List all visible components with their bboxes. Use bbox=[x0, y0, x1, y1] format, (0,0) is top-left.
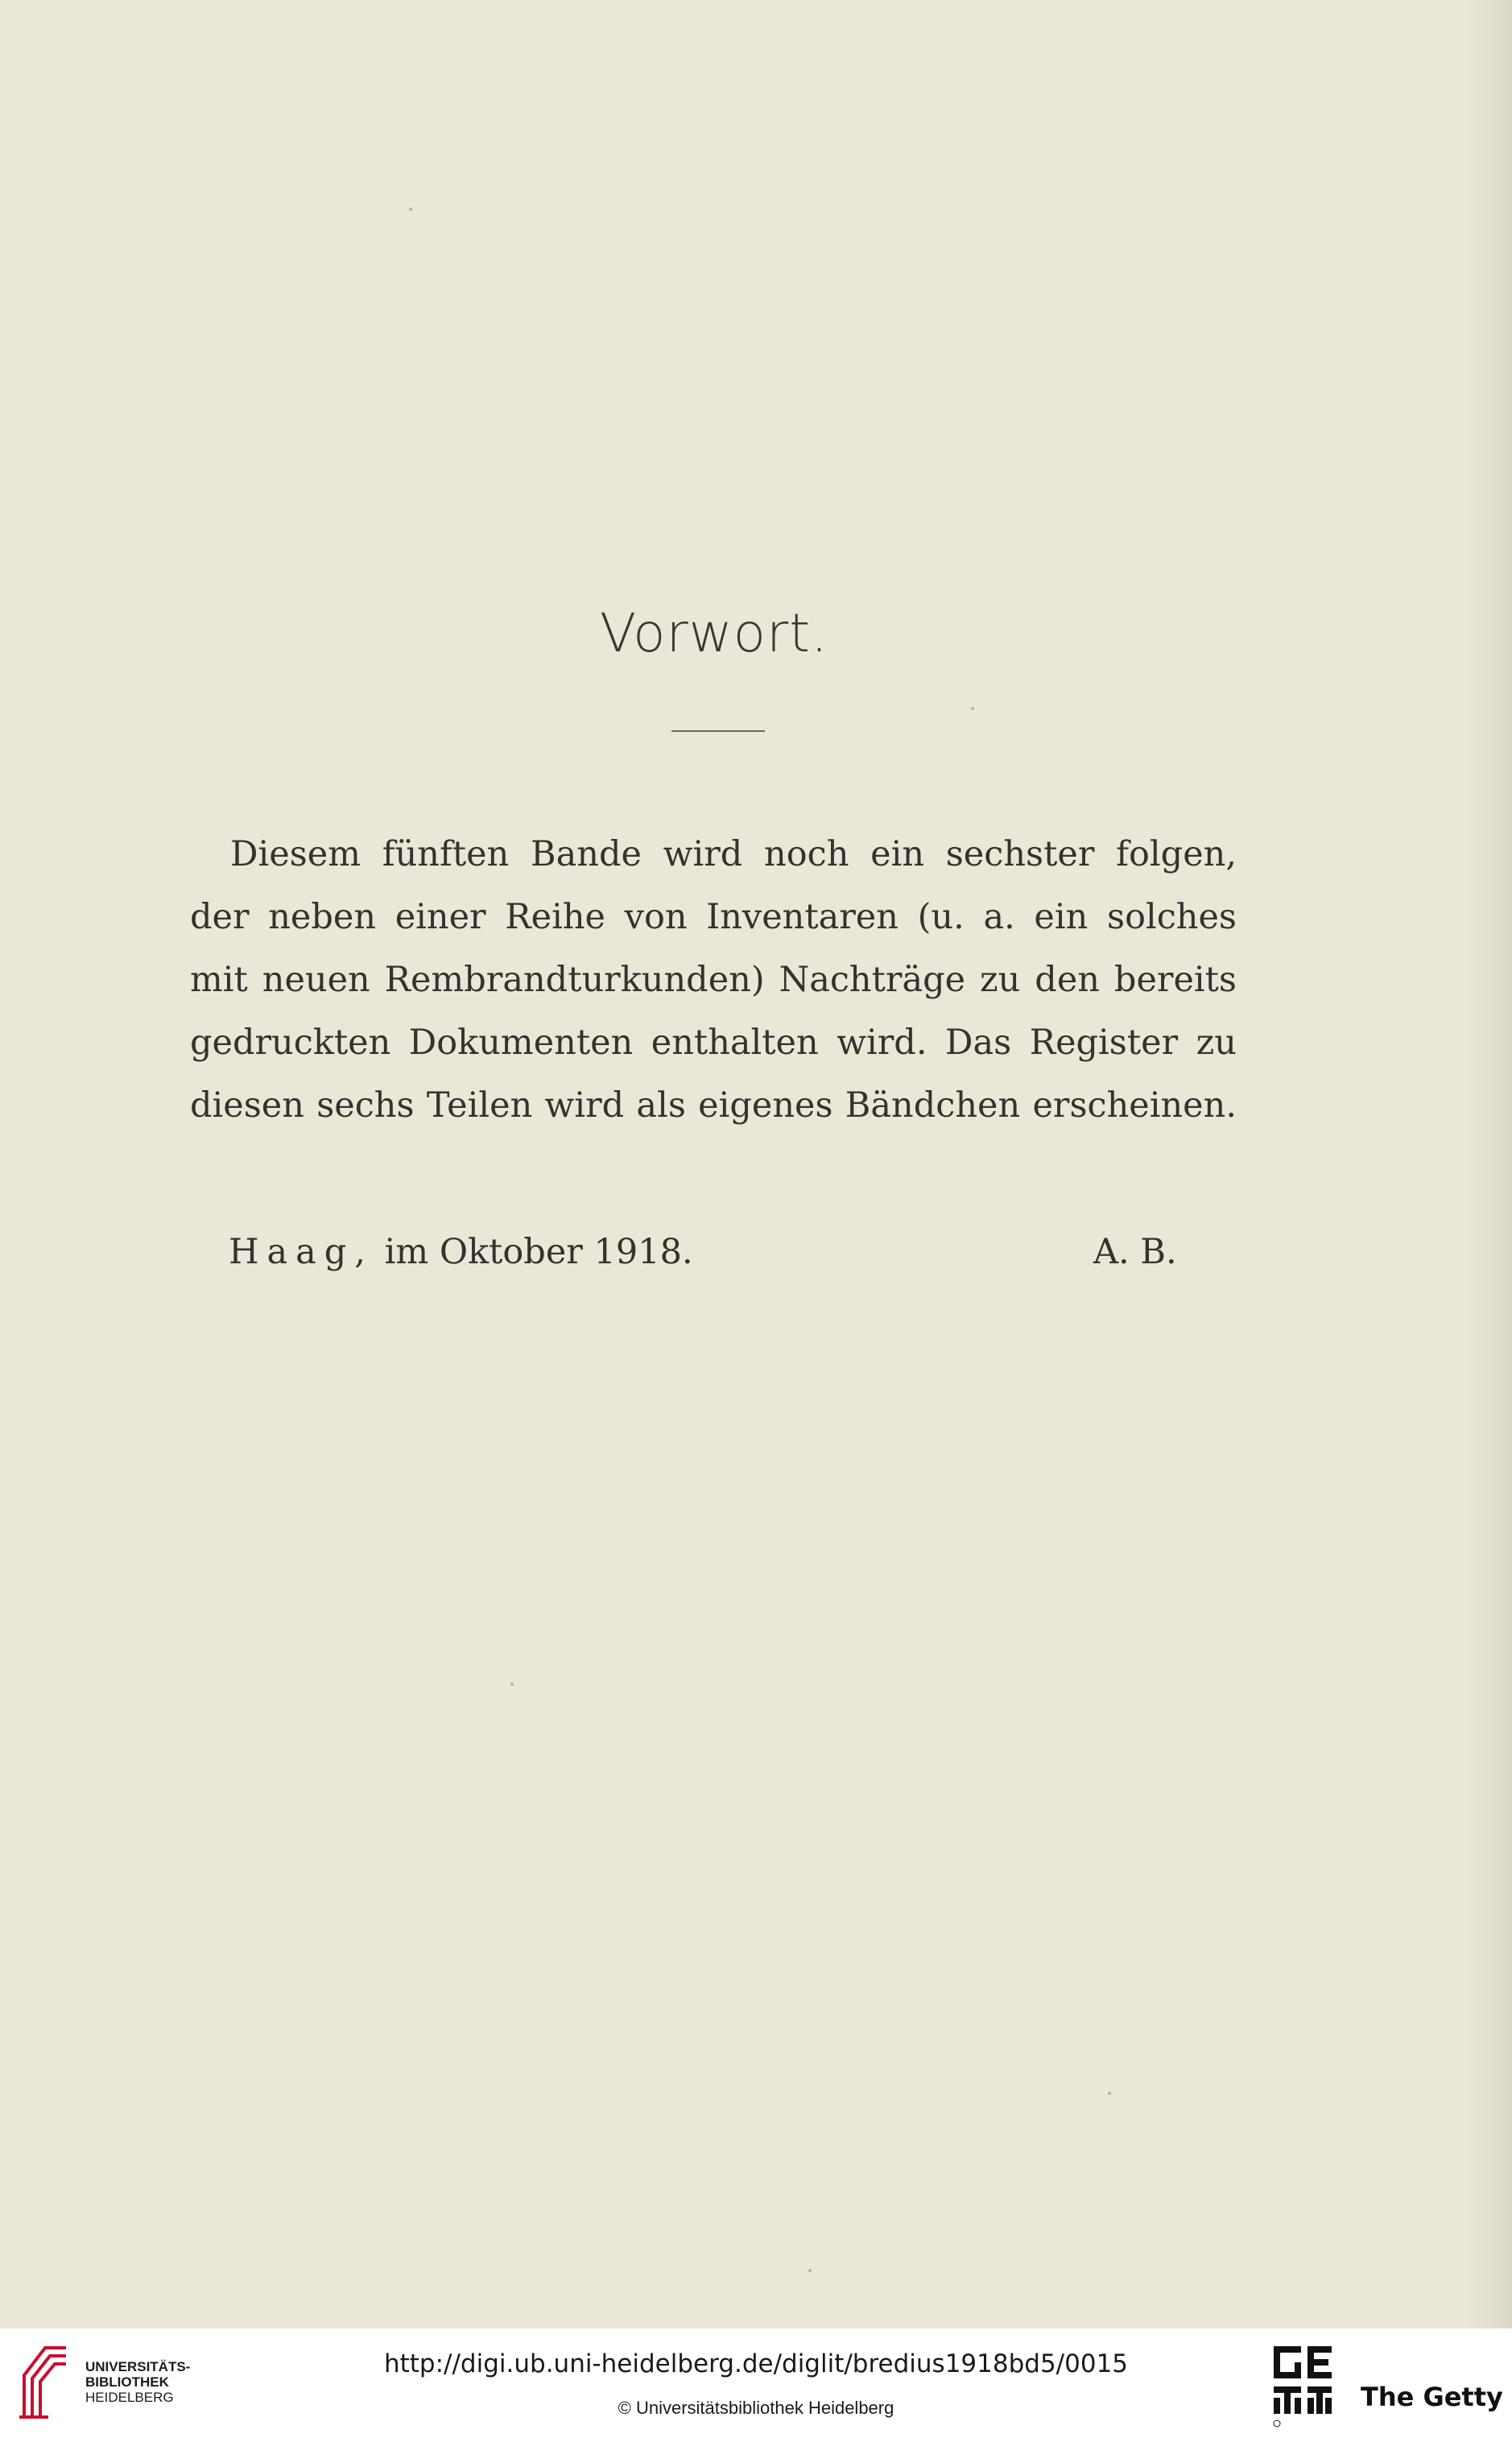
signature-initials: A. B. bbox=[1093, 1232, 1177, 1272]
signature-place: Haag, bbox=[229, 1232, 374, 1272]
library-name-line: BIBLIOTHEK bbox=[85, 2374, 169, 2390]
permalink-url[interactable]: http://digi.ub.uni-heidelberg.de/diglit/bredius1918bd5/0015 bbox=[383, 2349, 1129, 2378]
preface-paragraph bbox=[190, 823, 1237, 1137]
paper-speck bbox=[510, 1683, 514, 1686]
library-name-line: UNIVERSITÄTS- bbox=[85, 2359, 191, 2374]
partner-name: The Getty bbox=[1361, 2382, 1503, 2412]
paragraph-line: der neben einer Reihe von Inventaren (u. a. ein solches bbox=[190, 897, 1237, 937]
paragraph-line: diesen sechs Teilen wird als eigenes Bändchen erscheinen. bbox=[190, 1085, 1237, 1126]
paper-speck bbox=[1108, 2092, 1111, 2095]
paper-speck bbox=[971, 707, 974, 710]
page-title: Vorwort. bbox=[600, 602, 828, 664]
paragraph-line: Diesem fünften Bande wird noch ein sechster folgen, bbox=[230, 834, 1237, 874]
signature-place-date bbox=[229, 1232, 693, 1272]
paper-speck bbox=[808, 2269, 812, 2272]
library-city: HEIDELBERG bbox=[85, 2390, 174, 2405]
paragraph-line: gedruckten Dokumenten enthalten wird. Das Register zu bbox=[190, 1023, 1237, 1063]
paper-speck bbox=[409, 208, 412, 211]
footer-bar bbox=[0, 2328, 1512, 2438]
signature-date: im Oktober 1918. bbox=[373, 1232, 693, 1272]
title-divider bbox=[671, 730, 765, 732]
paragraph-line: mit neuen Rembrandturkunden) Nachträge zu den bereits bbox=[190, 960, 1237, 1000]
getty-logo-icon bbox=[1272, 2345, 1336, 2430]
copyright-notice: © Universitätsbibliothek Heidelberg bbox=[618, 2398, 894, 2418]
